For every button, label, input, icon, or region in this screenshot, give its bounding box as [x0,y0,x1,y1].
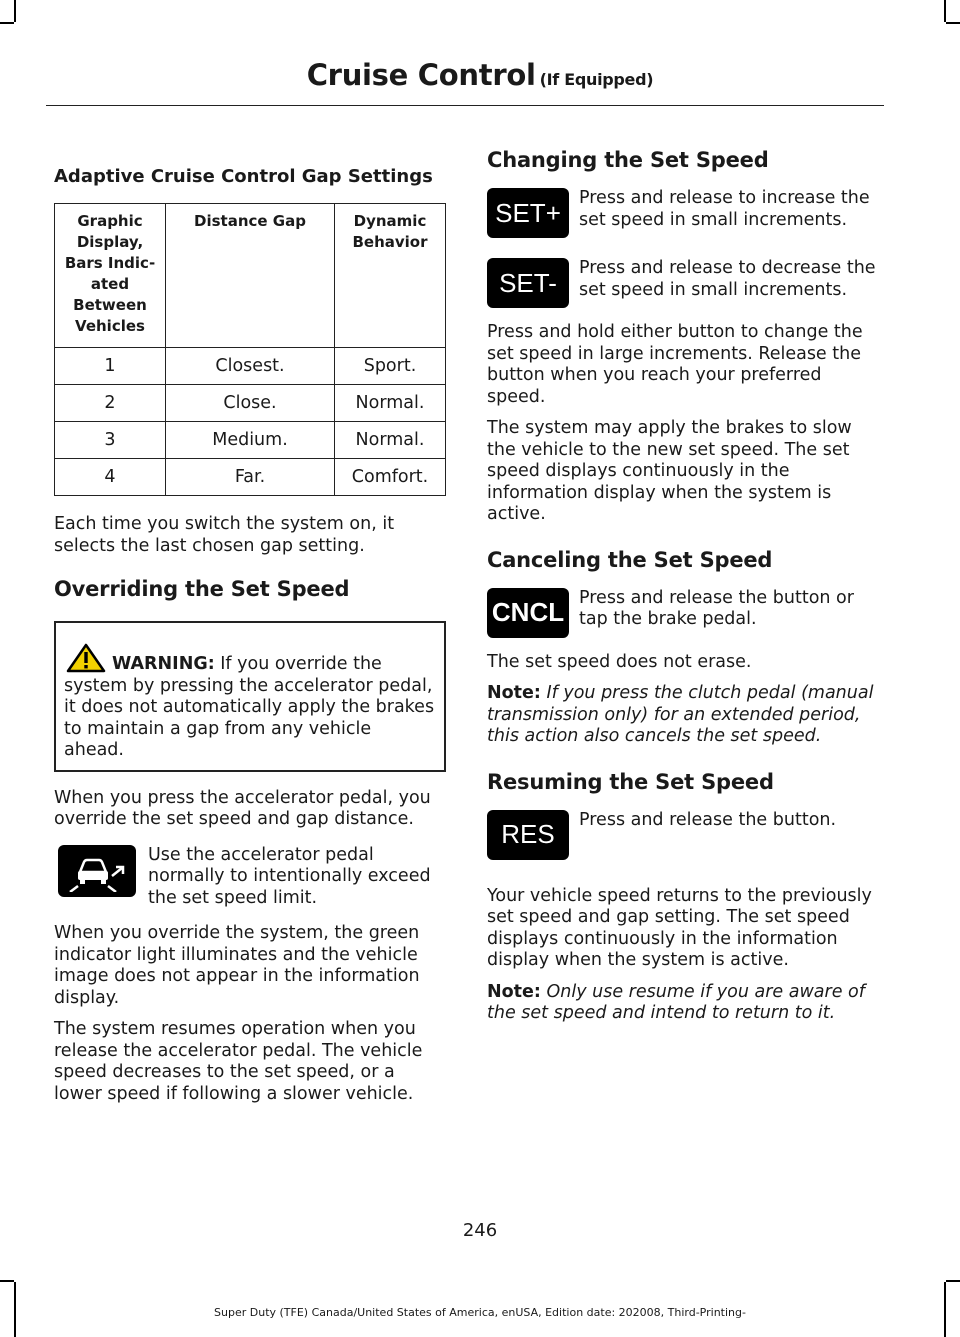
crop-mark [946,1280,960,1282]
cancel-speed-heading: Canceling the Set Speed [487,547,773,572]
gap-table-heading: Adaptive Cruise Control Gap Settings [54,166,433,187]
table-cell: Medium. [166,422,335,459]
table-header-cell: Graphic Display, Bars Indic-ated Between Vehicles [55,204,166,348]
table-row [55,385,446,422]
override-heading: Overriding the Set Speed [54,577,350,601]
override-paragraph-2: When you override the system, the green indicator light illuminates and the vehicle image does not appear in the information display. [54,923,420,1008]
warning-text: If you override the system by pressing the accelerator pedal, it does not automatically apply the brakes to maintain a gap from any vehicle ahead. [64,654,435,760]
table-cell: Normal. [335,385,446,422]
page-footer: Super Duty (TFE) Canada/United States of America, enUSA, Edition date: 202008, Third-Printing- [214,1306,746,1319]
accelerator-row [54,845,446,910]
note-text: Only use resume if you are aware of the set speed and intend to return to it. [487,981,865,1023]
table-row [55,422,446,459]
resume-note [487,982,879,1025]
set-minus-row [487,258,879,308]
table-cell: 1 [55,348,166,385]
override-paragraph-3: The system resumes operation when you release the accelerator pedal. The vehicle speed decreases to the set speed, or a lower speed if following a slower vehicle. [54,1019,423,1104]
table-header-cell: Distance Gap [166,204,335,348]
table-cell: Normal. [335,422,446,459]
cancel-note [487,683,879,748]
accelerator-text: Use the accelerator pedal normally to intentionally exceed the set speed limit. [148,844,431,908]
resume-paragraph-1: Your vehicle speed returns to the previously set speed and gap setting. The set speed displays continuously in the information display when the system is active. [487,885,872,970]
res-button-icon: RES [487,810,569,860]
note-label: Note: [487,981,541,1002]
set-minus-button-icon: SET- [487,258,569,308]
crop-mark [0,1280,14,1282]
set-plus-row [487,188,879,238]
change-paragraph-1: Press and hold either button to change the set speed in large increments. Release the button when you reach your preferred speed. [487,322,863,407]
set-minus-text: Press and release to decrease the set speed in small increments. [579,258,876,300]
right-column [487,130,879,1035]
header-title-suffix: (If Equipped) [539,70,654,89]
note-text: If you press the clutch pedal (manual transmission only) for an extended period, this action also cancels the set speed. [487,683,874,746]
table-header-cell: Dynamic Behavior [335,204,446,348]
warning-box [54,621,446,772]
cncl-button-icon: CNCL [487,588,569,638]
table-cell: Closest. [166,348,335,385]
table-row [55,459,446,496]
left-column [54,130,446,1115]
warning-label: WARNING: [112,654,215,674]
crop-mark [944,0,946,22]
header-rule [46,105,884,106]
warning-triangle-icon [66,643,106,673]
crop-mark [0,22,14,24]
table-cell: 3 [55,422,166,459]
page-header [0,58,960,92]
table-row [55,348,446,385]
resume-speed-heading: Resuming the Set Speed [487,769,774,794]
set-plus-text: Press and release to increase the set speed in small increments. [579,188,870,230]
table-header-row [55,204,446,348]
cancel-paragraph-1: The set speed does not erase. [487,651,752,672]
cncl-text: Press and release the button or tap the brake pedal. [579,587,854,629]
change-speed-heading: Changing the Set Speed [487,148,769,172]
table-cell: 4 [55,459,166,496]
override-paragraph-1: When you press the accelerator pedal, you override the set speed and gap distance. [54,787,431,829]
accelerator-override-icon [58,845,136,897]
table-cell: Sport. [335,348,446,385]
gap-settings-table [54,203,446,496]
table-cell: Far. [166,459,335,496]
res-row [487,810,879,860]
change-paragraph-2: The system may apply the brakes to slow the vehicle to the new set speed. The set speed displays continuously in the information display when the system is active. [487,418,852,524]
header-title: Cruise Control [306,58,536,92]
cncl-row [487,588,879,638]
crop-mark [946,22,960,24]
page-number: 246 [462,1220,498,1241]
table-cell: Comfort. [335,459,446,496]
table-cell: 2 [55,385,166,422]
note-label: Note: [487,683,541,703]
gap-note-paragraph: Each time you switch the system on, it selects the last chosen gap setting. [54,514,395,556]
set-plus-button-icon: SET+ [487,188,569,238]
crop-mark [14,0,16,22]
table-cell: Close. [166,385,335,422]
res-text: Press and release the button. [579,809,837,830]
